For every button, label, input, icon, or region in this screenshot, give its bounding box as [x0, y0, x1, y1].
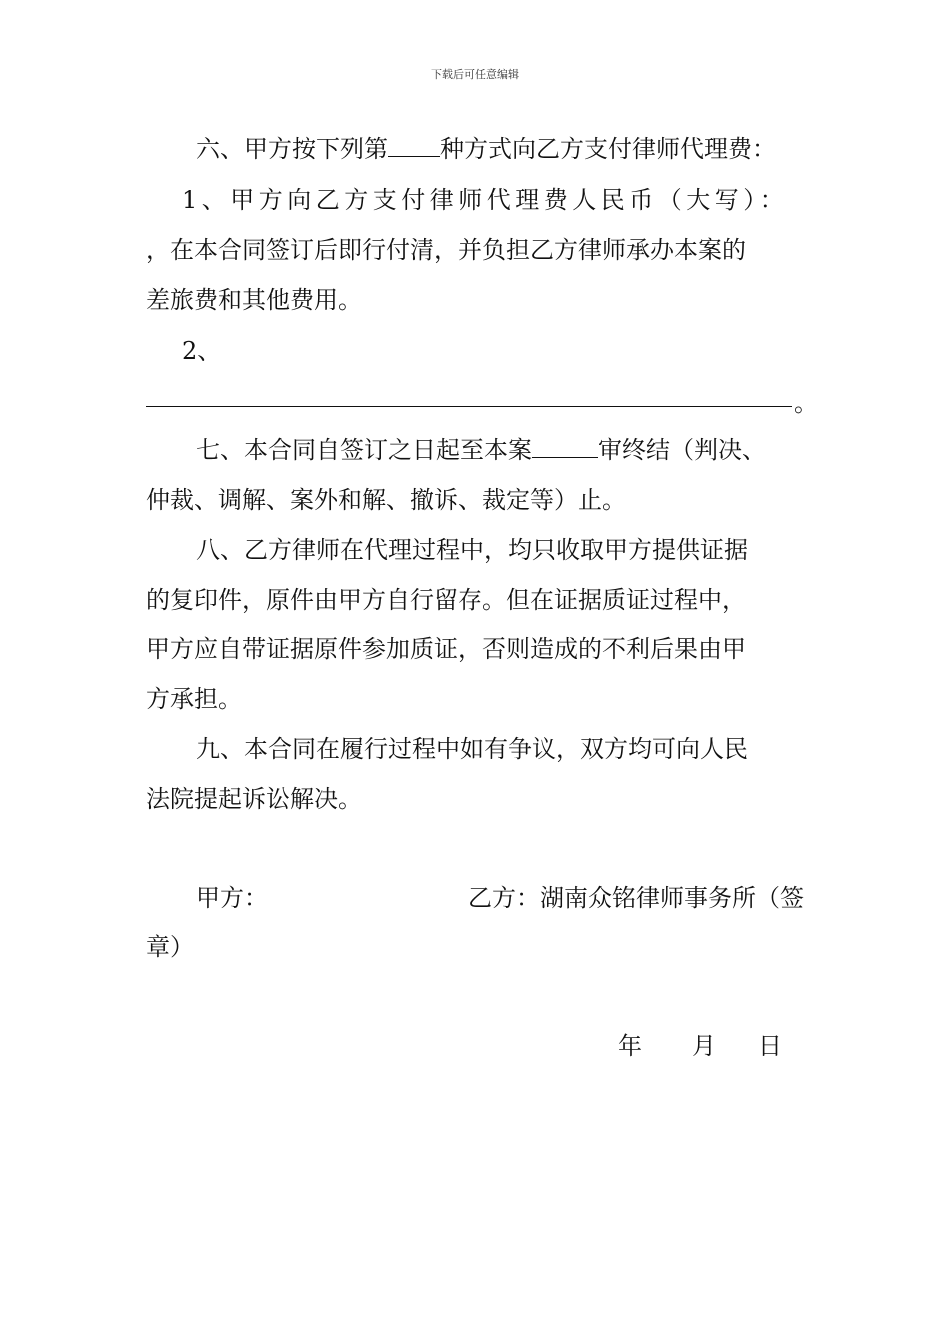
section8-line1: 八、乙方律师在代理过程中，均只收取甲方提供证据	[196, 536, 748, 564]
section7-suffix: 审终结（判决、	[598, 436, 766, 464]
section7-line1	[196, 435, 766, 465]
header-note: 下载后可任意编辑	[431, 68, 519, 81]
party-b-label: 乙方：湖南众铭律师事务所（签	[468, 884, 804, 912]
item2-end-mark: 。	[794, 389, 818, 417]
trial-level-blank	[532, 435, 598, 458]
date-year: 年	[618, 1032, 642, 1060]
section7-line2: 仲裁、调解、案外和解、撤诉、裁定等）止。	[146, 486, 626, 514]
section6-item2-label: 2、	[182, 337, 222, 365]
date-month: 月	[692, 1032, 716, 1060]
payment-method-blank	[388, 134, 440, 157]
section8-line2: 的复印件，原件由甲方自行留存。但在证据质证过程中，	[146, 586, 746, 614]
section6-item1-line3: 差旅费和其他费用。	[146, 286, 362, 314]
section9-line2: 法院提起诉讼解决。	[146, 785, 362, 813]
section6-item1-line1: 1、甲方向乙方支付律师代理费人民币（大写）：	[182, 186, 789, 214]
section6-line1	[196, 134, 776, 164]
section6-suffix: 种方式向乙方支付律师代理费：	[440, 135, 776, 163]
item2-fill-line	[146, 406, 792, 407]
section9-line1: 九、本合同在履行过程中如有争议，双方均可向人民	[196, 735, 748, 763]
section8-line4: 方承担。	[146, 685, 242, 713]
section6-prefix: 六、甲方按下列第	[196, 135, 388, 163]
party-a-label: 甲方：	[196, 884, 268, 912]
party-b-label-cont: 章）	[146, 933, 194, 961]
date-day: 日	[758, 1032, 782, 1060]
section8-line3: 甲方应自带证据原件参加质证，否则造成的不利后果由甲	[146, 635, 746, 663]
section6-item1-line2: ，在本合同签订后即行付清，并负担乙方律师承办本案的	[146, 236, 746, 264]
section7-prefix: 七、本合同自签订之日起至本案	[196, 436, 532, 464]
